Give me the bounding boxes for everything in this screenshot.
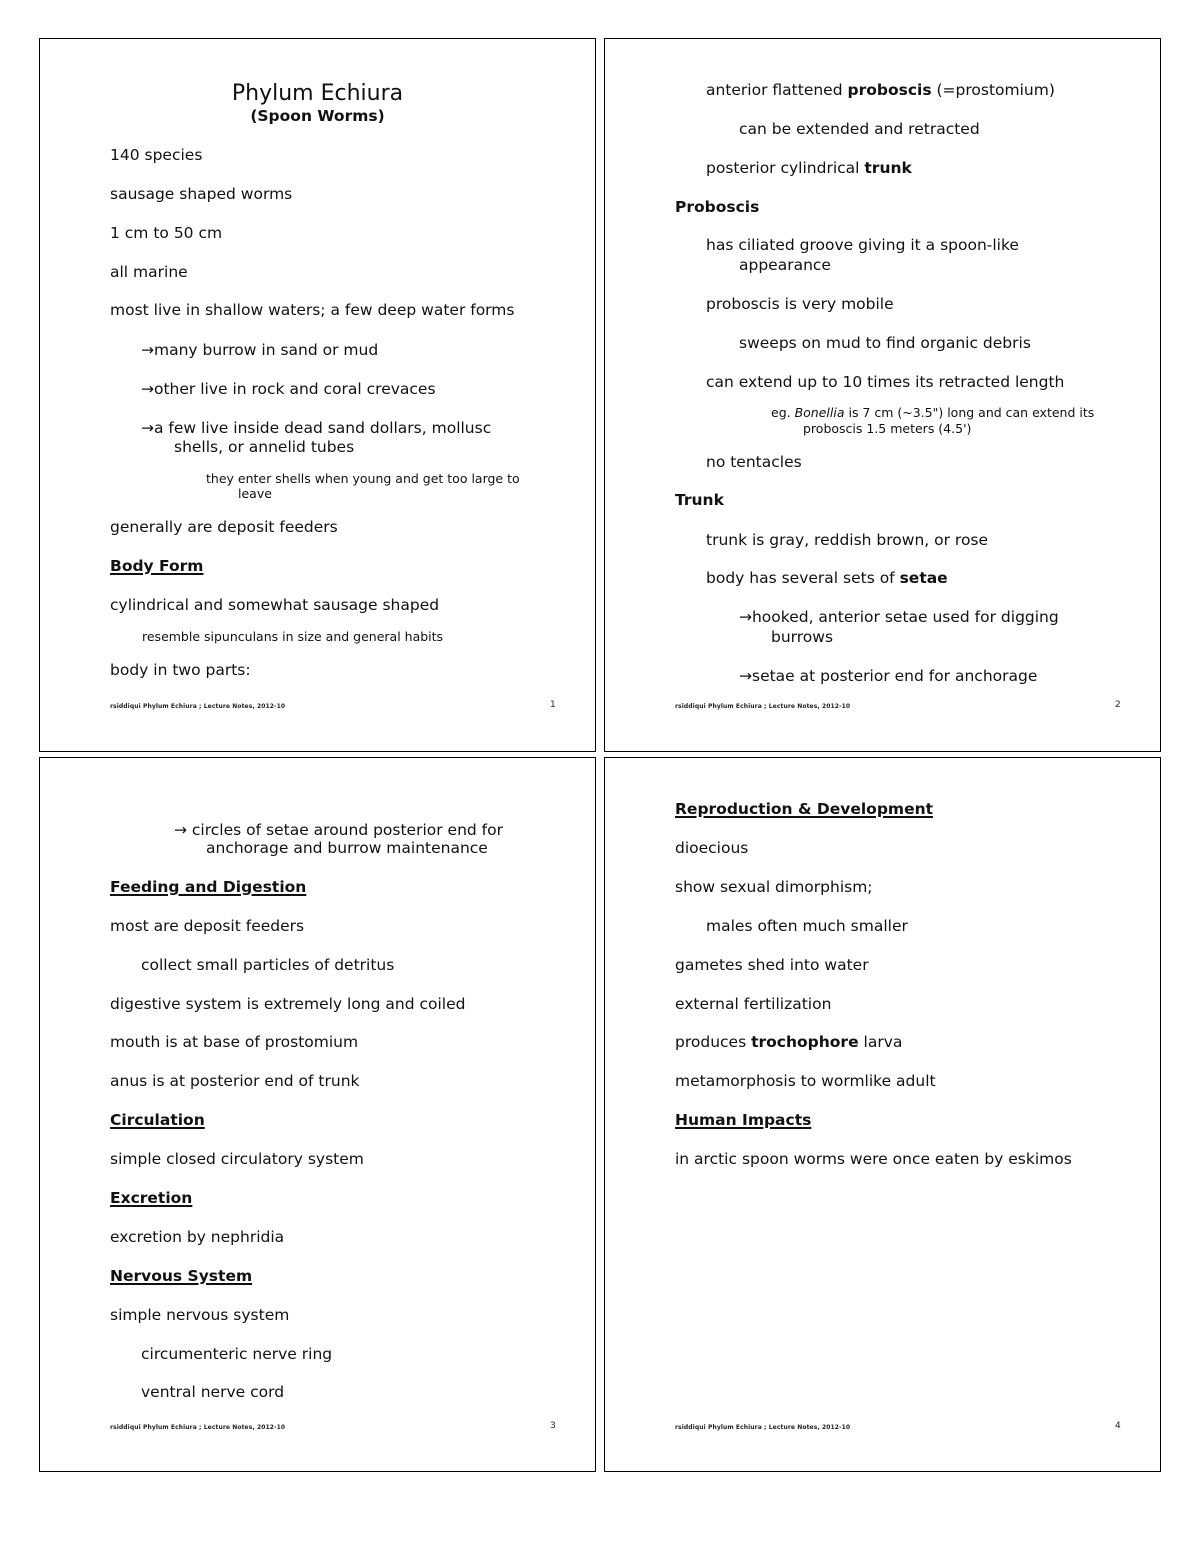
section-heading: Reproduction & Development [675, 800, 934, 818]
text-line: sausage shaped worms [110, 185, 293, 203]
section-heading: Human Impacts [675, 1111, 812, 1129]
slide-footer: rsiddiqui Phylum Echiura ; Lecture Notes, 2012-10 [675, 703, 851, 710]
text-line: posterior cylindrical trunk [706, 159, 912, 177]
page-number: 4 [1115, 1421, 1121, 1431]
text-line: →setae at posterior end for anchorage [739, 667, 1038, 685]
text-line: simple nervous system [110, 1306, 290, 1324]
text-line: leave [238, 486, 272, 501]
text-line: 1 cm to 50 cm [110, 224, 223, 242]
section-heading: Excretion [110, 1189, 193, 1207]
page-number: 2 [1115, 700, 1121, 710]
text-line: in arctic spoon worms were once eaten by eskimos [675, 1150, 1072, 1168]
slide-footer: rsiddiqui Phylum Echiura ; Lecture Notes, 2012-10 [110, 1424, 286, 1431]
text-line: digestive system is extremely long and coiled [110, 995, 466, 1013]
text-line: cylindrical and somewhat sausage shaped [110, 596, 440, 614]
text-line: all marine [110, 263, 188, 281]
text-line: trunk is gray, reddish brown, or rose [706, 531, 989, 549]
slide-title: Phylum Echiura [231, 81, 404, 106]
text-line: body in two parts: [110, 661, 251, 679]
text-line: circumenteric nerve ring [141, 1345, 333, 1363]
text-line: most are deposit feeders [110, 917, 305, 935]
slide-2 [604, 38, 1161, 752]
text-line: gametes shed into water [675, 956, 869, 974]
text-line: mouth is at base of prostomium [110, 1033, 359, 1051]
text-line: appearance [739, 256, 831, 274]
text-line: collect small particles of detritus [141, 956, 395, 974]
text-line: metamorphosis to wormlike adult [675, 1072, 936, 1090]
text-line: →hooked, anterior setae used for digging [739, 608, 1059, 626]
text-line: body has several sets of setae [706, 569, 948, 587]
text-line: → circles of setae around posterior end for [174, 821, 503, 839]
text-line: dioecious [675, 839, 749, 857]
slide-footer: rsiddiqui Phylum Echiura ; Lecture Notes, 2012-10 [110, 703, 286, 710]
text-line: →many burrow in sand or mud [141, 341, 379, 359]
text-line: sweeps on mud to find organic debris [739, 334, 1031, 352]
slide-subtitle: (Spoon Worms) [250, 107, 385, 125]
text-line: external fertilization [675, 995, 832, 1013]
text-line: proboscis is very mobile [706, 295, 894, 313]
text-line: has ciliated groove giving it a spoon-like [706, 236, 1019, 254]
text-line: →a few live inside dead sand dollars, mollusc [141, 419, 492, 437]
section-heading: Trunk [675, 491, 724, 509]
text-line: they enter shells when young and get too large to [206, 471, 520, 486]
text-line: resemble sipunculans in size and general habits [142, 629, 444, 644]
slide-1 [39, 38, 596, 752]
text-line: 140 species [110, 146, 203, 164]
section-heading: Proboscis [675, 198, 760, 216]
section-heading: Nervous System [110, 1267, 253, 1285]
text-line: no tentacles [706, 453, 802, 471]
text-line: shells, or annelid tubes [174, 438, 355, 456]
section-heading: Circulation [110, 1111, 205, 1129]
text-line: anchorage and burrow maintenance [206, 839, 488, 857]
text-line: ventral nerve cord [141, 1383, 285, 1401]
text-line: can extend up to 10 times its retracted length [706, 373, 1065, 391]
page-number: 3 [550, 1421, 556, 1431]
text-line: proboscis 1.5 meters (4.5') [803, 421, 972, 436]
text-line: anterior flattened proboscis (=prostomium) [706, 81, 1055, 99]
text-line: →other live in rock and coral crevaces [141, 380, 436, 398]
text-line: most live in shallow waters; a few deep water forms [110, 301, 515, 319]
section-heading: Feeding and Digestion [110, 878, 307, 896]
text-line: generally are deposit feeders [110, 518, 338, 536]
text-line: produces trochophore larva [675, 1033, 903, 1051]
text-line: show sexual dimorphism; [675, 878, 873, 896]
section-heading: Body Form [110, 557, 204, 575]
page-number: 1 [550, 700, 556, 710]
text-line: burrows [771, 628, 834, 646]
text-line: simple closed circulatory system [110, 1150, 364, 1168]
slide-3 [39, 757, 596, 1472]
text-line: eg. Bonellia is 7 cm (~3.5") long and can extend its [771, 405, 1095, 420]
slide-footer: rsiddiqui Phylum Echiura ; Lecture Notes, 2012-10 [675, 1424, 851, 1431]
text-line: anus is at posterior end of trunk [110, 1072, 360, 1090]
slide-4 [604, 757, 1161, 1472]
text-line: can be extended and retracted [739, 120, 980, 138]
text-line: males often much smaller [706, 917, 908, 935]
text-line: excretion by nephridia [110, 1228, 285, 1246]
